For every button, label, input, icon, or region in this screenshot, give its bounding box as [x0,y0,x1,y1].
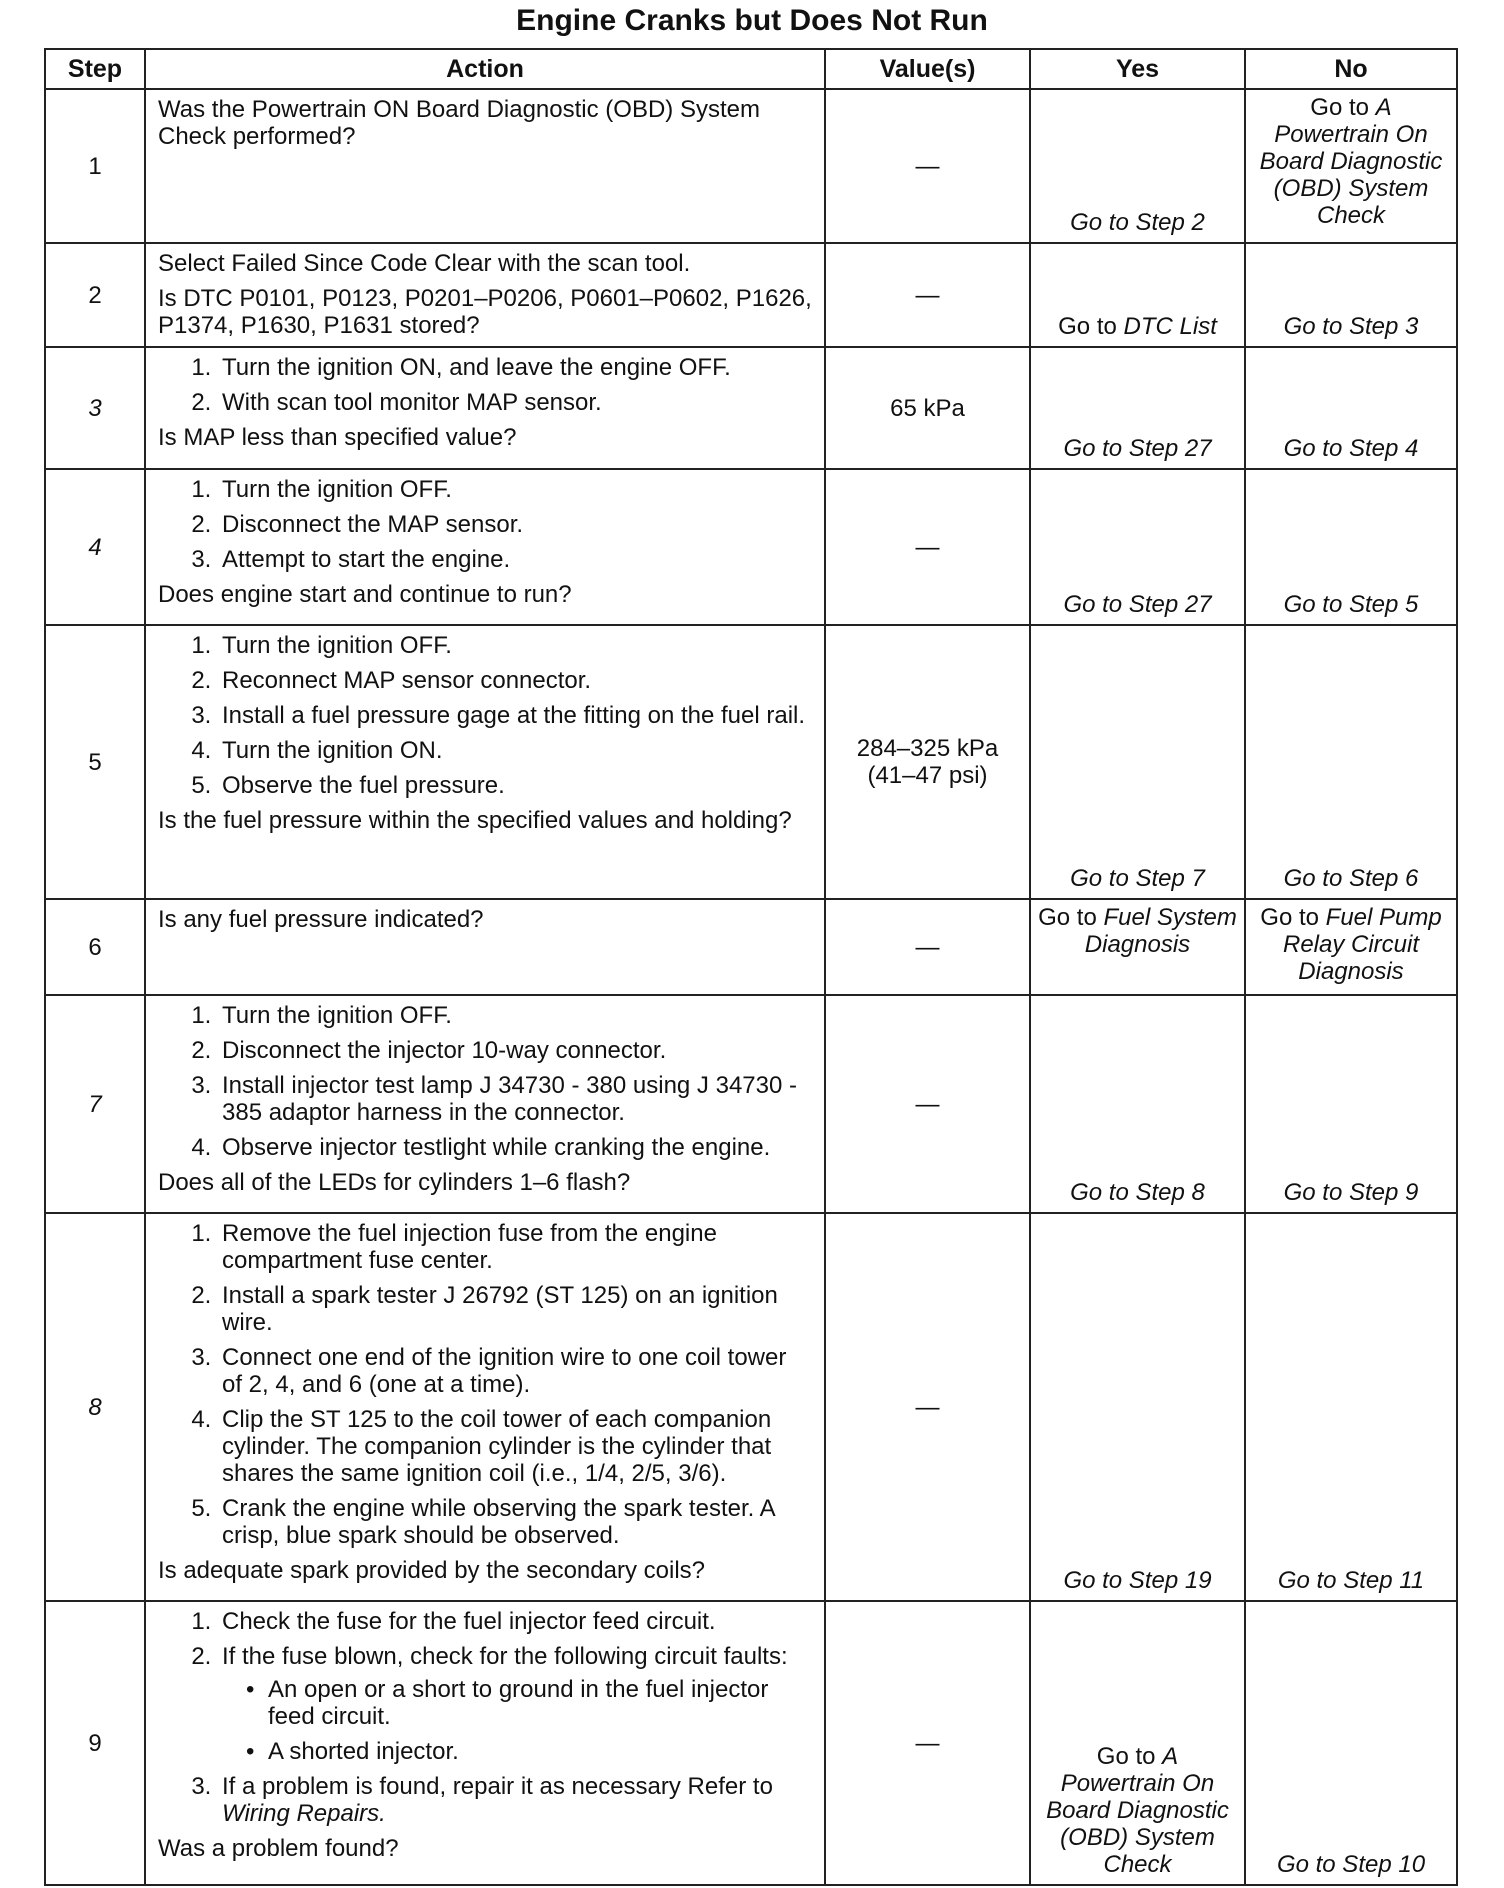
yes-cell [1030,1213,1245,1601]
value-cell: — [825,243,1030,347]
action-step: 3. Attempt to start the engine. [218,546,812,573]
yes-link[interactable]: Go to Step 19 [1063,1567,1212,1594]
action-step: 2. With scan tool monitor MAP sensor. [218,389,812,416]
yes-link[interactable]: Fuel System Diagnosis [1084,904,1237,958]
no-prefix: Go to [1310,94,1376,121]
action-steps [158,354,812,416]
yes-cell [1030,625,1245,899]
action-cell [145,625,825,899]
action-question: Is DTC P0101, P0123, P0201–P0206, P0601–P0602, P1626, P1374, P1630, P1631 stored? [158,285,812,339]
action-step: 3. Install a fuel pressure gage at the fitting on the fuel rail. [218,702,812,729]
value-cell: — [825,1601,1030,1885]
yes-prefix: Go to [1038,904,1104,931]
table-row [45,89,1457,243]
step-number: 8 [45,1213,145,1601]
step-number: 3 [45,347,145,469]
action-question: Was the Powertrain ON Board Diagnostic (OBD) System Check performed? [158,96,760,150]
no-link[interactable]: Go to Step 9 [1283,1179,1419,1206]
action-step: 2. Reconnect MAP sensor connector. [218,667,812,694]
no-link[interactable]: Go to Step 6 [1283,865,1419,892]
value-cell: — [825,995,1030,1213]
table-row [45,1213,1457,1601]
fault-item: • A shorted injector. [264,1738,812,1765]
action-steps [158,1608,812,1827]
no-cell [1245,89,1457,243]
header-yes: Yes [1030,49,1245,89]
yes-cell [1030,995,1245,1213]
value-cell: — [825,1213,1030,1601]
action-cell [145,347,825,469]
action-steps [158,1002,812,1161]
no-cell [1245,1213,1457,1601]
header-action: Action [145,49,825,89]
no-cell [1245,625,1457,899]
header-no: No [1245,49,1457,89]
action-question: Does all of the LEDs for cylinders 1–6 flash? [158,1169,631,1196]
no-prefix: Go to [1260,904,1326,931]
header-row [45,49,1457,89]
yes-cell [1030,243,1245,347]
no-link[interactable]: Go to Step 4 [1283,435,1419,462]
no-link[interactable]: Go to Step 10 [1276,1851,1426,1878]
action-step: 2. Install a spark tester J 26792 (ST 125) on an ignition wire. [218,1282,812,1336]
action-step: 1. Turn the ignition ON, and leave the engine OFF. [218,354,812,381]
table-row [45,347,1457,469]
value-kpa: 284–325 kPa [856,735,999,762]
action-step: 2. Disconnect the injector 10-way connector. [218,1037,812,1064]
step-number: 6 [45,899,145,995]
action-question: Is adequate spark provided by the secondary coils? [158,1557,705,1584]
table-row [45,995,1457,1213]
step-number: 7 [45,995,145,1213]
action-step-text: If the fuse blown, check for the following circuit faults: [222,1643,788,1670]
table-row [45,625,1457,899]
action-question: Was a problem found? [158,1835,399,1862]
yes-prefix: Go to [1096,1743,1163,1770]
action-cell [145,89,825,243]
action-text: Select Failed Since Code Clear with the scan tool. [158,250,691,277]
header-value: Value(s) [825,49,1030,89]
no-cell [1245,243,1457,347]
page-title: Engine Cranks but Does Not Run [516,4,988,37]
action-cell [145,995,825,1213]
action-step: 1. Check the fuse for the fuel injector feed circuit. [218,1608,812,1635]
yes-prefix: Go to [1058,313,1124,340]
no-cell [1245,347,1457,469]
yes-link[interactable]: Go to Step 27 [1063,591,1212,618]
action-question: Is the fuel pressure within the specified values and holding? [158,807,792,834]
action-step: 4. Observe injector testlight while cranking the engine. [218,1134,812,1161]
action-step: 3. Connect one end of the ignition wire to one coil tower of 2, 4, and 6 (one at a time). [218,1344,812,1398]
yes-cell [1030,1601,1245,1885]
yes-cell [1030,469,1245,625]
value-cell: 65 kPa [825,347,1030,469]
yes-link[interactable]: A Powertrain On Board Diagnostic (OBD) System Check [1046,1743,1229,1878]
action-steps [158,1220,812,1549]
action-question: Is any fuel pressure indicated? [158,906,484,933]
diagnostic-table [44,48,1458,1886]
no-cell [1245,995,1457,1213]
action-cell [145,899,825,995]
action-step: 5. Observe the fuel pressure. [218,772,812,799]
action-step: 1. Turn the ignition OFF. [218,1002,812,1029]
action-step: 1. Turn the ignition OFF. [218,476,812,503]
no-link[interactable]: Go to Step 3 [1283,313,1419,340]
action-step: 4. Turn the ignition ON. [218,737,812,764]
step-number: 2 [45,243,145,347]
step-number: 1 [45,89,145,243]
yes-cell [1030,89,1245,243]
action-step [218,1643,812,1765]
wiring-repairs-link[interactable]: Wiring Repairs. [222,1800,386,1827]
value-cell [825,625,1030,899]
yes-cell [1030,899,1245,995]
action-step: 1. Turn the ignition OFF. [218,632,812,659]
no-link[interactable]: Fuel Pump Relay Circuit Diagnosis [1282,904,1442,985]
value-cell: — [825,899,1030,995]
action-question: Is MAP less than specified value? [158,424,517,451]
yes-link[interactable]: Go to Step 2 [1070,209,1205,236]
value-cell: — [825,469,1030,625]
action-step: 5. Crank the engine while observing the spark tester. A crisp, blue spark should be observed. [218,1495,812,1549]
yes-link[interactable]: DTC List [1123,313,1217,340]
action-cell [145,469,825,625]
action-step [218,1773,812,1827]
action-cell [145,1601,825,1885]
action-cell [145,1213,825,1601]
no-cell [1245,469,1457,625]
header-step: Step [45,49,145,89]
no-link[interactable]: Go to Step 5 [1283,591,1419,618]
action-steps [158,476,812,573]
action-step: 3. Install injector test lamp J 34730 - 380 using J 34730 - 385 adaptor harness in the connector. [218,1072,812,1126]
table-row [45,1601,1457,1885]
step-number: 5 [45,625,145,899]
no-cell [1245,1601,1457,1885]
fault-item: • An open or a short to ground in the fuel injector feed circuit. [264,1676,812,1730]
table-row [45,469,1457,625]
no-link[interactable]: Go to Step 11 [1277,1567,1425,1594]
action-step-text: If a problem is found, repair it as necessary Refer to [222,1773,773,1800]
no-cell [1245,899,1457,995]
yes-cell [1030,347,1245,469]
yes-link[interactable]: Go to Step 27 [1063,435,1212,462]
action-steps [158,632,812,799]
value-psi: (41–47 psi) [867,762,988,789]
table-row [45,899,1457,995]
table-row [45,243,1457,347]
value-cell: — [825,89,1030,243]
yes-link[interactable]: Go to Step 7 [1070,865,1205,892]
action-step: 4. Clip the ST 125 to the coil tower of each companion cylinder. The companion cylinder is the cylinder that shares the same ignition coil (i.e., 1/4, 2/5, 3/6). [218,1406,812,1487]
action-step: 1. Remove the fuel injection fuse from the engine compartment fuse center. [218,1220,812,1274]
no-link[interactable]: A Powertrain On Board Diagnostic (OBD) System Check [1259,94,1443,229]
step-number: 4 [45,469,145,625]
action-step: 2. Disconnect the MAP sensor. [218,511,812,538]
yes-link[interactable]: Go to Step 8 [1070,1179,1205,1206]
action-cell [145,243,825,347]
fault-list [222,1676,812,1765]
step-number: 9 [45,1601,145,1885]
action-question: Does engine start and continue to run? [158,581,572,608]
